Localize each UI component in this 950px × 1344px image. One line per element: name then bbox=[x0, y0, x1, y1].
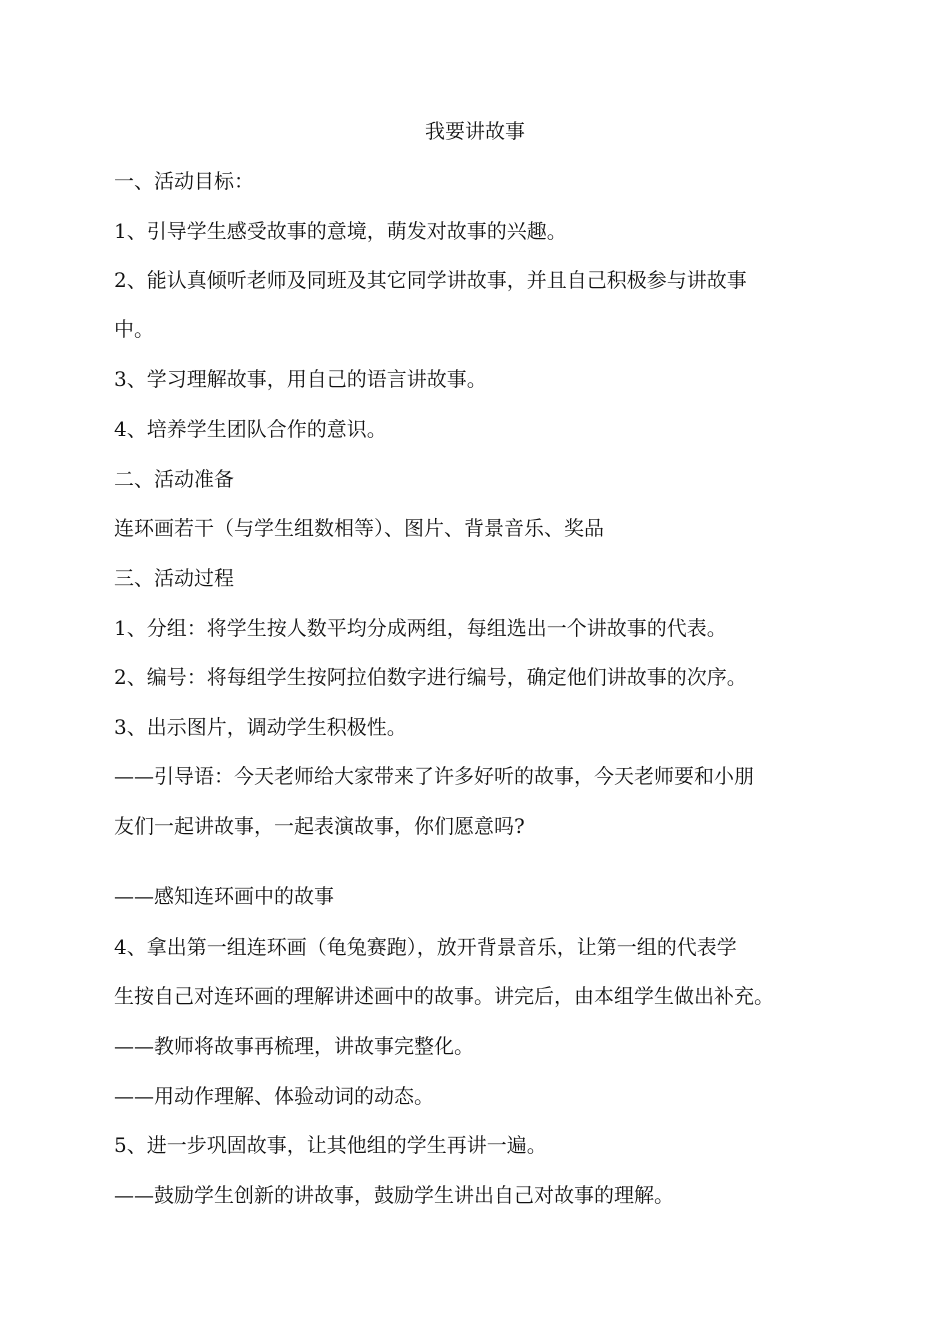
goal-item-2: 2、能认真倾听老师及同班及其它同学讲故事，并且自己积极参与讲故事 bbox=[114, 268, 747, 292]
section-heading-process: 三、活动过程 bbox=[114, 566, 234, 590]
action-understanding: ——用动作理解、体验动词的动态。 bbox=[114, 1084, 434, 1108]
goal-item-4: 4、培养学生团队合作的意识。 bbox=[114, 417, 387, 441]
section-heading-preparation: 二、活动准备 bbox=[114, 467, 234, 491]
process-step-4: 4、拿出第一组连环画（龟兔赛跑），放开背景音乐，让第一组的代表学 bbox=[114, 935, 737, 959]
teacher-summary: ——教师将故事再梳理，讲故事完整化。 bbox=[114, 1034, 474, 1058]
process-step-3: 3、出示图片，调动学生积极性。 bbox=[114, 715, 407, 739]
document-title: 我要讲故事 bbox=[425, 119, 525, 143]
goal-item-3: 3、学习理解故事，用自己的语言讲故事。 bbox=[114, 367, 487, 391]
preparation-materials: 连环画若干（与学生组数相等）、图片、背景音乐、奖品 bbox=[114, 516, 604, 540]
process-step-2: 2、编号：将每组学生按阿拉伯数字进行编号，确定他们讲故事的次序。 bbox=[114, 665, 747, 689]
section-heading-goals: 一、活动目标： bbox=[114, 169, 254, 193]
goal-item-2-continued: 中。 bbox=[114, 317, 154, 341]
perceive-comic-story: ——感知连环画中的故事 bbox=[114, 884, 334, 908]
process-step-5: 5、进一步巩固故事，让其他组的学生再讲一遍。 bbox=[114, 1133, 547, 1157]
process-step-4-continued: 生按自己对连环画的理解讲述画中的故事。讲完后，由本组学生做出补充。 bbox=[114, 984, 774, 1008]
encourage-creativity: ——鼓励学生创新的讲故事，鼓励学生讲出自己对故事的理解。 bbox=[114, 1183, 674, 1207]
process-step-1: 1、分组：将学生按人数平均分成两组，每组选出一个讲故事的代表。 bbox=[114, 616, 727, 640]
intro-speech: ——引导语：今天老师给大家带来了许多好听的故事，今天老师要和小朋 bbox=[114, 764, 754, 788]
intro-speech-continued: 友们一起讲故事，一起表演故事，你们愿意吗? bbox=[114, 814, 525, 838]
goal-item-1: 1、引导学生感受故事的意境，萌发对故事的兴趣。 bbox=[114, 219, 567, 243]
